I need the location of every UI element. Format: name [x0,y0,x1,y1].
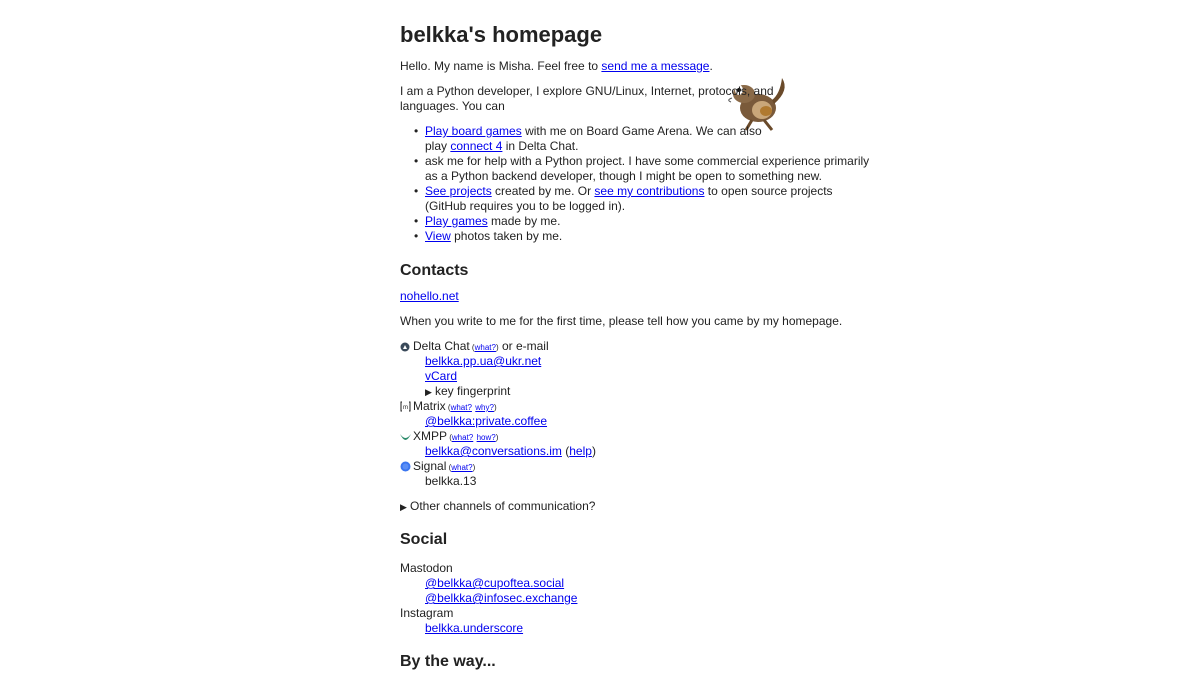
play-games-link[interactable]: Play games [425,214,488,228]
svg-text:m: m [403,405,408,411]
social-heading: Social [400,531,448,548]
other-channels-toggle[interactable]: ▶ Other channels of communication? [400,499,596,513]
delta-what-link[interactable]: what? [474,343,496,352]
about-line-1: I am a Python developer, I explore GNU/Linux, Internet, protocols, and [400,84,774,98]
email-link[interactable]: belkka.pp.ua@ukr.net [425,354,542,368]
xmpp-icon [400,432,411,442]
xmpp-help-link[interactable]: help [569,444,592,458]
page-title: belkka's homepage [400,22,603,47]
matrix-icon [400,401,411,412]
signal-handle: belkka.13 [425,474,477,488]
signal-icon [400,461,411,472]
instagram-link[interactable]: belkka.underscore [425,621,524,635]
matrix-handle-link[interactable]: @belkka:private.coffee [425,414,548,428]
xmpp-how-link[interactable]: how? [476,433,496,442]
see-projects-link[interactable]: See projects [425,184,492,198]
mastodon-infosec-link[interactable]: @belkka@infosec.exchange [425,591,578,605]
mastodon-cupoftea-link[interactable]: @belkka@cupoftea.social [425,576,565,590]
contacts-note: When you write to me for the first time, please tell how you came by my homepage. [400,314,843,328]
matrix-what-link[interactable]: what? [450,403,472,412]
matrix-why-link[interactable]: why? [475,403,494,412]
instagram-label: Instagram [400,606,454,620]
connect4-link[interactable]: connect 4 [450,139,503,153]
contacts-heading: Contacts [400,262,469,279]
delta-chat-icon [400,342,410,352]
xmpp-what-link[interactable]: what? [451,433,474,442]
vcard-link[interactable]: vCard [425,369,458,383]
key-fingerprint-toggle[interactable]: ▶ key fingerprint [425,384,511,398]
disclosure-triangle-icon: ▶ [400,502,407,512]
nohello-link[interactable]: nohello.net [400,289,459,303]
intro-paragraph: Hello. My name is Misha. Feel free to send me a message. [400,59,713,73]
view-photos-link[interactable]: View [425,229,451,243]
mastodon-label: Mastodon [400,561,453,575]
see-contributions-link[interactable]: see my contributions [594,184,705,198]
disclosure-triangle-icon: ▶ [425,387,432,397]
send-message-link[interactable]: send me a message [601,59,710,73]
about-line-2: languages. You can [400,99,505,113]
by-the-way-heading: By the way... [400,653,496,670]
play-board-games-link[interactable]: Play board games [425,124,522,138]
xmpp-handle-link[interactable]: belkka@conversations.im [425,444,562,458]
signal-what-link[interactable]: what? [451,463,473,472]
